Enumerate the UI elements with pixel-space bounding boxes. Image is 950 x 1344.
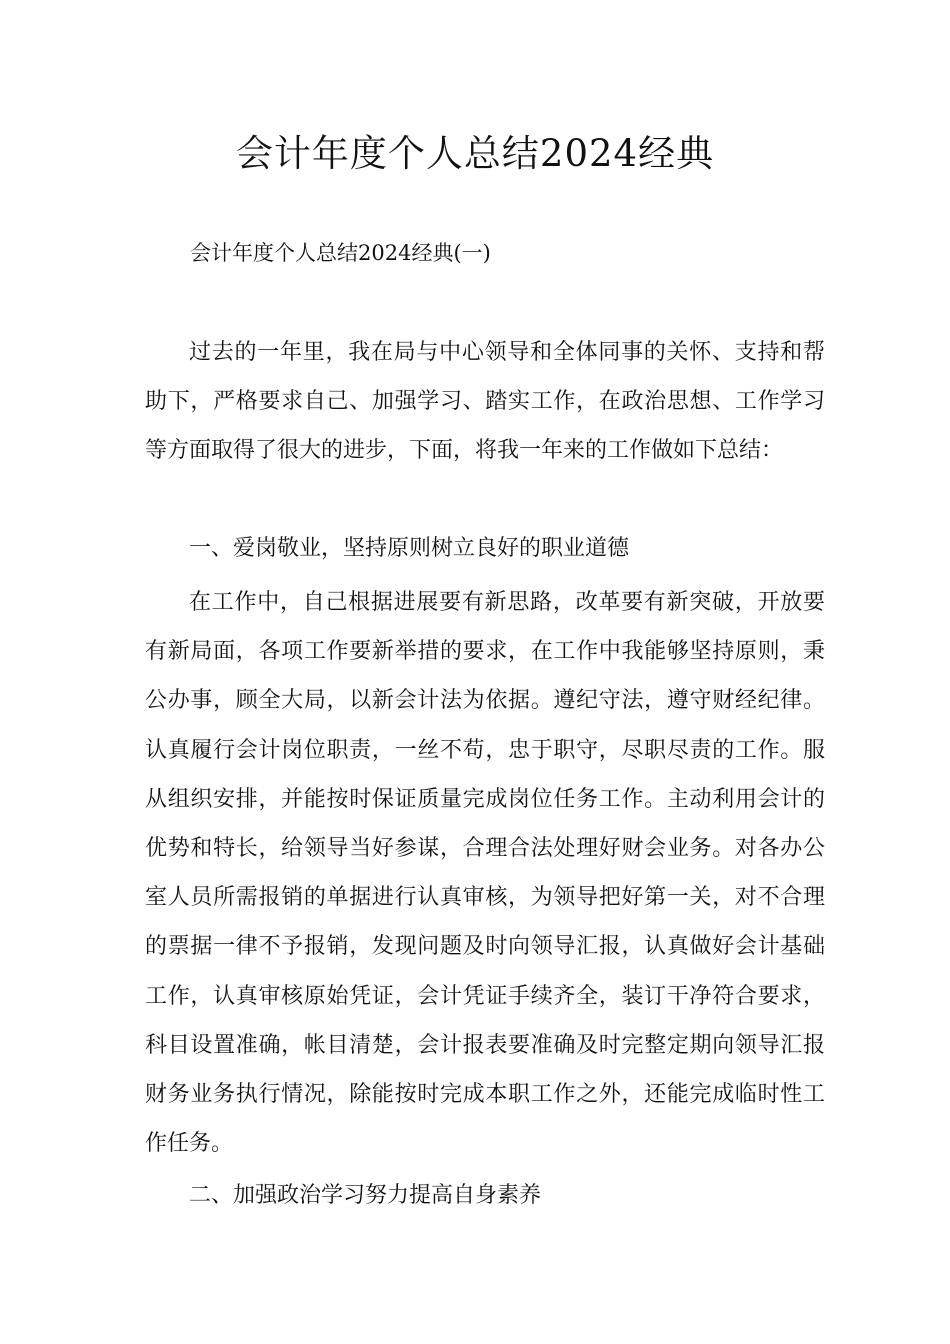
section-heading-1: 一、爱岗敬业，坚持原则树立良好的职业道德 bbox=[189, 536, 630, 561]
section-heading-2: 二、加强政治学习努力提高自身素养 bbox=[189, 1183, 542, 1208]
document-title: 会计年度个人总结2024经典 bbox=[235, 132, 715, 175]
section-1-paragraph: 在工作中，自己根据进展要有新思路，改革要有新突破，开放要有新局面，各项工作要新举措的要求，在工作中我能够坚持原则，秉公办事，顾全大局，以新会计法为依据。遵纪守法，遵守财经纪律。认真履行会计岗位职责，一丝不苟，忠于职守，尽职尽责的工作。服从组织安排，并能按时保证质量完成岗位任务工作。主动利用会计的优势和特长，给领导当好参谋，合理合法处理好财会业务。对各办公室人员所需报销的单据进行认真审核，为领导把好第一关，对不合理的票据一律不予报销，发现问题及时向领导汇报，认真做好会计基础工作，认真审核原始凭证，会计凭证手续齐全，装订干净符合要求，科目设置准确，帐目清楚，会计报表要准确及时完整定期向领导汇报财务业务执行情况，除能按时完成本职工作之外，还能完成临时性工作任务。 bbox=[145, 590, 825, 1157]
intro-paragraph: 过去的一年里，我在局与中心领导和全体同事的关怀、支持和帮助下，严格要求自己、加强学习、踏实工作，在政治思想、工作学习等方面取得了很大的进步，下面，将我一年来的工作做如下总结： bbox=[145, 340, 825, 464]
document-subtitle: 会计年度个人总结2024经典(一) bbox=[190, 241, 491, 265]
